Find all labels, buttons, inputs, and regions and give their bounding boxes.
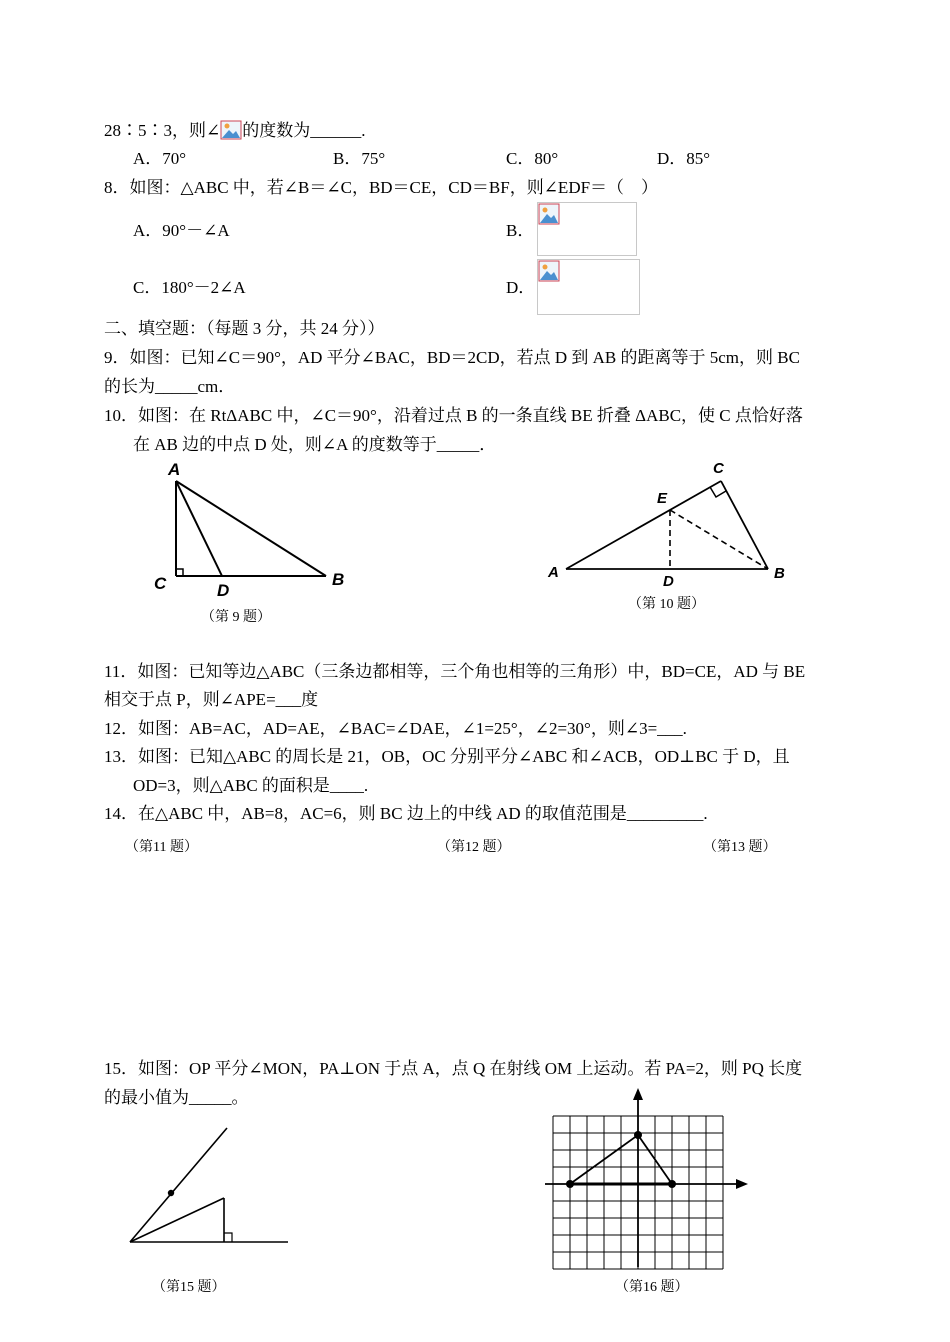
q15-line2: 的最小值为_____。 xyxy=(104,1088,249,1107)
fig10-label-e: E xyxy=(657,490,668,507)
q12-text: 12．如图：AB=AC，AD=AE，∠BAC=∠DAE，∠1=25°，∠2=30°，则∠3=___. xyxy=(104,719,687,738)
fig10-side-cb xyxy=(721,481,768,569)
q8-option-a: A．90°－∠A xyxy=(133,221,230,240)
q11-line1: 11．如图：已知等边△ABC（三条边都相等，三个角也相等的三角形）中，BD=CE，AD 与 BE xyxy=(104,662,806,681)
broken-image-icon xyxy=(538,260,560,282)
figure-10 xyxy=(540,455,800,590)
broken-image-icon xyxy=(220,120,242,140)
fig16-y-arrow xyxy=(633,1088,643,1100)
figure-9 xyxy=(140,455,370,605)
fig16-caption: （第16 题） xyxy=(615,1280,689,1295)
section-heading: 二、填空题：（每题 3 分，共 24 分）） xyxy=(104,319,385,338)
q7-option-c: C．80° xyxy=(506,149,559,168)
q8-option-b-label: B． xyxy=(506,221,535,240)
fig10-caption: （第 10 题） xyxy=(628,597,705,612)
fig10-side-ac xyxy=(566,481,721,569)
fig9-right-angle-mark xyxy=(176,569,183,576)
q15-line1: 15．如图：OP 平分∠MON，PA⊥ON 于点 A，点 Q 在射线 OM 上运动。若 PA=2，则 PQ 长度 xyxy=(104,1059,803,1078)
fig9-label-d: D xyxy=(217,581,230,600)
fig15-caption: （第15 题） xyxy=(152,1280,226,1295)
fig9-label-b: B xyxy=(332,570,345,589)
fig11-caption: （第11 题） xyxy=(125,840,198,855)
q9-line1: 9．如图：已知∠C＝90°，AD 平分∠BAC，BD＝2CD，若点 D 到 AB 的距离等于 5cm，则 BC xyxy=(104,348,800,367)
figure-16 xyxy=(540,1085,755,1270)
fig13-caption: （第13 题） xyxy=(703,840,777,855)
fig15-right-angle-mark xyxy=(224,1233,232,1242)
fig10-fold-eb xyxy=(670,510,768,569)
figure-15 xyxy=(120,1120,300,1252)
fig9-caption: （第 9 题） xyxy=(201,610,271,625)
q10-line2: 在 AB 边的中点 D 处，则∠A 的度数等于_____． xyxy=(133,435,497,454)
fig10-label-b: B xyxy=(774,565,785,582)
q8-option-c: C．180°－2∠A xyxy=(133,278,246,297)
fig16-point-left xyxy=(566,1180,574,1188)
q8-stem: 8．如图：△ABC 中，若∠B＝∠C，BD＝CE，CD＝BF，则∠EDF＝（ ） xyxy=(104,178,659,197)
fig12-caption: （第12 题） xyxy=(437,840,511,855)
broken-image-icon xyxy=(538,203,560,225)
fig15-ray-op xyxy=(130,1198,224,1242)
q14-text: 14．在△ABC 中，AB=8，AC=6，则 BC 边上的中线 AD 的取值范围是_________. xyxy=(104,804,708,823)
fig10-label-a: A xyxy=(548,564,559,581)
q10-line1: 10．如图：在 RtΔABC 中，∠C＝90°，沿着过点 B 的一条直线 BE 折叠 ΔABC，使 C 点恰好落 xyxy=(104,406,803,425)
q7-option-b: B．75° xyxy=(333,149,386,168)
fig10-label-c: C xyxy=(713,460,724,477)
q7-option-d: D．85° xyxy=(657,149,711,168)
fig16-point-right xyxy=(668,1180,676,1188)
fig16-point-top xyxy=(634,1131,642,1139)
fig9-label-a: A xyxy=(168,460,181,479)
q13-line2: OD=3，则△ABC 的面积是____. xyxy=(133,776,369,795)
fig10-right-angle-mark xyxy=(710,487,726,497)
fig9-label-c: C xyxy=(154,574,167,593)
q13-line1: 13．如图：已知△ABC 的周长是 21，OB，OC 分别平分∠ABC 和∠ACB，OD⊥BC 于 D，且 xyxy=(104,747,790,766)
fig15-ray-om xyxy=(130,1128,227,1242)
q11-line2: 相交于点 P，则∠APE=___度 xyxy=(104,690,319,709)
q8-option-d-image xyxy=(537,259,640,315)
q8-option-b-image xyxy=(537,202,637,256)
q7-stem: 28∶5∶3，则∠ 的度数为______. xyxy=(104,121,366,140)
fig15-point-on-om xyxy=(168,1190,174,1196)
fig10-label-d: D xyxy=(663,573,674,590)
q8-option-d-label: D． xyxy=(506,278,536,297)
fig16-x-arrow xyxy=(736,1179,748,1189)
q7-option-a: A．70° xyxy=(133,149,187,168)
q9-line2: 的长为_____cm． xyxy=(104,377,236,396)
